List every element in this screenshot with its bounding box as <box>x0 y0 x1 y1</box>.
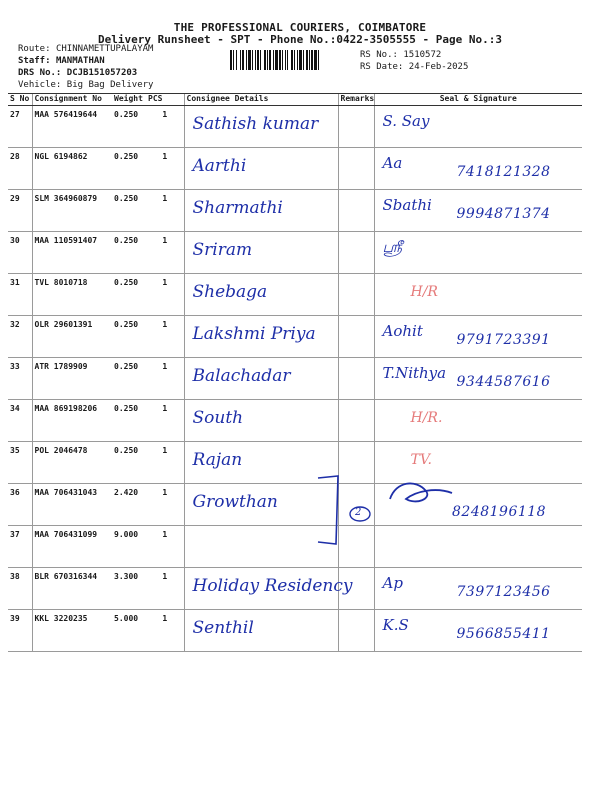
consignment-cell: NGL 6194862 <box>32 148 112 190</box>
rs-date-value: 24-Feb-2025 <box>408 62 469 72</box>
consignment-cell: KKL 3220235 <box>32 610 112 652</box>
handwritten-consignee: Sharmathi <box>192 198 283 218</box>
consignment-cell: SLM 364960879 <box>32 190 112 232</box>
pcs-cell: 1 <box>146 316 184 358</box>
col-consignee: Consignee Details <box>184 94 338 106</box>
seal-cell <box>374 316 582 358</box>
consignee-cell <box>184 400 338 442</box>
runsheet-title: Delivery Runsheet - SPT - Phone No.:0422-3505555 - Page No.:3 <box>98 33 502 46</box>
consignee-cell <box>184 190 338 232</box>
handwritten-consignee: Rajan <box>192 450 243 470</box>
barcode-image <box>230 50 354 70</box>
sno-cell: 37 <box>8 526 32 568</box>
shared-badge: 2 <box>355 507 362 518</box>
handwritten-phone: 7397123456 <box>456 584 551 600</box>
seal-cell <box>374 106 582 148</box>
table-row <box>8 442 582 484</box>
pcs-cell: 1 <box>146 148 184 190</box>
handwritten-phone: 7418121328 <box>456 164 551 180</box>
sno-cell: 28 <box>8 148 32 190</box>
remarks-cell <box>338 190 374 232</box>
sno-cell: 30 <box>8 232 32 274</box>
handwritten-consignee: Sriram <box>192 240 253 260</box>
rs-date-line <box>360 61 468 73</box>
handwritten-signature: Ap <box>382 574 403 592</box>
sno-cell: 27 <box>8 106 32 148</box>
sno-cell: 31 <box>8 274 32 316</box>
seal-cell <box>374 148 582 190</box>
rs-no-value: 1510572 <box>403 50 442 60</box>
route-line <box>18 43 153 55</box>
pcs-cell: 1 <box>146 526 184 568</box>
handwritten-remark: H/R. <box>410 410 443 426</box>
table-row <box>8 400 582 442</box>
weight-cell: 9.000 <box>112 526 146 568</box>
consignment-cell: MAA 706431099 <box>32 526 112 568</box>
shared-signature-scribble <box>386 477 456 511</box>
drs-line <box>18 67 137 79</box>
table-row <box>8 274 582 316</box>
sno-cell: 32 <box>8 316 32 358</box>
consignee-cell <box>184 274 338 316</box>
handwritten-consignee: Lakshmi Priya <box>192 324 316 344</box>
handwritten-consignee: Aarthi <box>192 156 247 176</box>
seal-cell <box>374 358 582 400</box>
col-consignment: Consignment No <box>32 94 112 106</box>
consignment-cell: MAA 110591407 <box>32 232 112 274</box>
weight-cell: 0.250 <box>112 316 146 358</box>
staff-value: MANMATHAN <box>55 56 105 66</box>
sno-cell: 36 <box>8 484 32 526</box>
company-title: THE PROFESSIONAL COURIERS, COIMBATORE <box>173 21 427 34</box>
sno-cell: 29 <box>8 190 32 232</box>
table-row <box>8 148 582 190</box>
col-weight: Weight <box>112 94 146 106</box>
pcs-cell: 1 <box>146 358 184 400</box>
consignment-cell: MAA 869198206 <box>32 400 112 442</box>
remarks-cell <box>338 610 374 652</box>
pcs-cell: 1 <box>146 442 184 484</box>
handwritten-consignee: Shebaga <box>192 282 268 302</box>
consignee-cell <box>184 610 338 652</box>
col-pcs: PCS <box>146 94 184 106</box>
vehicle-label: Vehicle: <box>18 80 62 90</box>
pcs-cell: 1 <box>146 274 184 316</box>
seal-cell <box>374 232 582 274</box>
table-row <box>8 316 582 358</box>
drs-value: DCJB151057203 <box>66 68 138 78</box>
handwritten-phone: 9791723391 <box>456 332 551 348</box>
pcs-cell: 1 <box>146 400 184 442</box>
weight-cell: 0.250 <box>112 400 146 442</box>
pcs-cell: 1 <box>146 610 184 652</box>
consignment-cell: ATR 1789909 <box>32 358 112 400</box>
table-header-row <box>8 94 582 106</box>
shared-phone: 8248196118 <box>452 504 547 520</box>
remarks-cell <box>338 358 374 400</box>
pcs-cell: 1 <box>146 568 184 610</box>
consignee-cell <box>184 358 338 400</box>
sno-cell: 35 <box>8 442 32 484</box>
handwritten-phone: 9994871374 <box>456 206 551 222</box>
consignee-cell <box>184 568 353 610</box>
pcs-cell: 1 <box>146 232 184 274</box>
remarks-cell <box>338 148 374 190</box>
sno-cell: 33 <box>8 358 32 400</box>
sno-cell: 38 <box>8 568 32 610</box>
handwritten-consignee: Senthil <box>192 618 254 638</box>
handwritten-consignee: Balachadar <box>192 366 291 386</box>
col-sno: S No <box>8 94 32 106</box>
remarks-cell <box>338 316 374 358</box>
handwritten-signature: K.S <box>382 616 409 634</box>
handwritten-remark: H/R <box>410 284 438 300</box>
rs-date-label: RS Date: <box>360 62 404 72</box>
handwritten-consignee: South <box>192 408 244 428</box>
seal-cell <box>374 526 582 568</box>
handwritten-signature: ஸ்ரீ <box>382 238 403 256</box>
col-seal: Seal & Signature <box>374 94 582 106</box>
remarks-cell <box>338 232 374 274</box>
table-row <box>8 526 582 568</box>
pcs-cell: 1 <box>146 484 184 526</box>
handwritten-signature: S. Say <box>382 112 430 130</box>
remarks-cell <box>338 274 374 316</box>
shared-bracket <box>300 470 390 550</box>
rs-no-label: RS No.: <box>360 50 398 60</box>
remarks-cell <box>338 400 374 442</box>
handwritten-remark: TV. <box>410 452 432 468</box>
seal-cell <box>374 400 582 442</box>
rs-no-line <box>360 49 441 61</box>
table-row <box>8 568 582 610</box>
handwritten-signature: Aohit <box>382 322 423 340</box>
handwritten-consignee: Holiday Residency <box>192 576 353 596</box>
remarks-cell <box>338 568 374 610</box>
handwritten-consignee: Sathish kumar <box>192 114 319 134</box>
handwritten-signature: T.Nithya <box>382 364 447 382</box>
staff-label: Staff: <box>18 56 51 66</box>
sno-cell: 39 <box>8 610 32 652</box>
consignment-cell: POL 2046478 <box>32 442 112 484</box>
table-row <box>8 610 582 652</box>
weight-cell: 0.250 <box>112 358 146 400</box>
consignment-cell: TVL 8010718 <box>32 274 112 316</box>
route-value: CHINNAMETTUPALAYAM <box>55 44 154 54</box>
weight-cell: 0.250 <box>112 274 146 316</box>
weight-cell: 3.300 <box>112 568 146 610</box>
handwritten-phone: 9344587616 <box>456 374 551 390</box>
table-row <box>8 106 582 148</box>
handwritten-consignee: Growthan <box>192 492 278 512</box>
sno-cell: 34 <box>8 400 32 442</box>
consignment-cell: MAA 706431043 <box>32 484 112 526</box>
consignee-cell <box>184 232 338 274</box>
weight-cell: 0.250 <box>112 232 146 274</box>
handwritten-signature: Aa <box>382 154 403 172</box>
seal-cell <box>374 274 582 316</box>
consignment-cell: OLR 29601391 <box>32 316 112 358</box>
weight-cell: 0.250 <box>112 442 146 484</box>
weight-cell: 2.420 <box>112 484 146 526</box>
runsheet-table <box>8 93 582 652</box>
vehicle-line <box>18 79 153 91</box>
table-row <box>8 358 582 400</box>
pcs-cell: 1 <box>146 190 184 232</box>
route-label: Route: <box>18 44 51 54</box>
staff-line <box>18 55 105 67</box>
seal-cell <box>374 610 582 652</box>
consignment-cell: BLR 670316344 <box>32 568 112 610</box>
consignee-cell <box>184 316 338 358</box>
remarks-cell <box>338 106 374 148</box>
weight-cell: 0.250 <box>112 106 146 148</box>
consignee-cell <box>184 148 338 190</box>
seal-cell <box>374 190 582 232</box>
vehicle-value: Big Bag Delivery <box>66 80 154 90</box>
weight-cell: 0.250 <box>112 148 146 190</box>
table-row <box>8 232 582 274</box>
table-row <box>8 190 582 232</box>
consignment-cell: MAA 576419644 <box>32 106 112 148</box>
handwritten-phone: 9566855411 <box>456 626 551 642</box>
handwritten-signature: Sbathi <box>382 196 432 214</box>
pcs-cell: 1 <box>146 106 184 148</box>
consignee-cell <box>184 106 338 148</box>
weight-cell: 5.000 <box>112 610 146 652</box>
col-remarks: Remarks <box>338 94 374 106</box>
weight-cell: 0.250 <box>112 190 146 232</box>
seal-cell <box>374 568 582 610</box>
drs-label: DRS No.: <box>18 68 62 78</box>
